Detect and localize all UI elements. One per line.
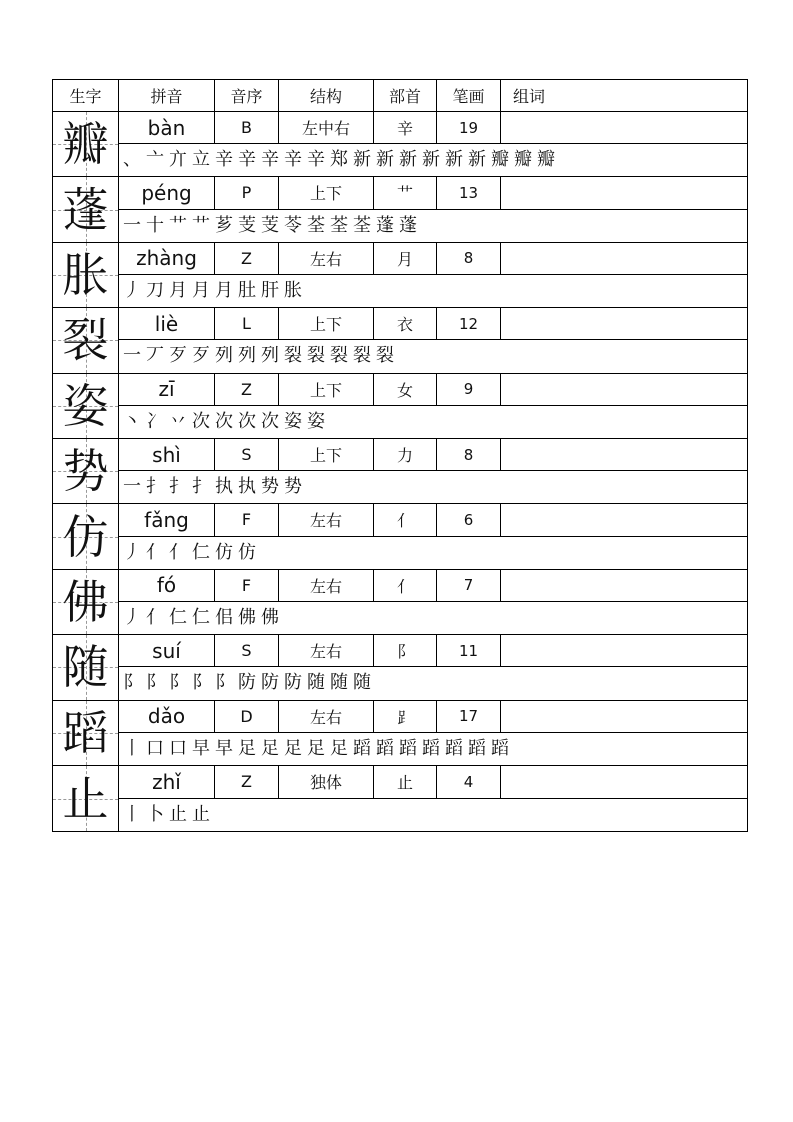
table-row [53, 504, 747, 569]
pinyin-cell: péng [119, 177, 215, 208]
stroke-count-cell: 17 [437, 701, 501, 732]
table-row [53, 439, 747, 504]
radical-cell: 艹 [374, 177, 437, 208]
stroke-order-row [119, 275, 747, 307]
pinyin-cell: zhǐ [119, 766, 215, 798]
stroke-step: 一 [123, 476, 141, 498]
stroke-step: 仁 [192, 607, 210, 629]
stroke-step: 阝 [192, 672, 210, 694]
stroke-step: 亣 [169, 149, 187, 171]
order-cell: B [215, 112, 279, 143]
info-row [119, 112, 747, 144]
stroke-step: 随 [353, 672, 371, 694]
stroke-step: 艹 [192, 214, 210, 236]
stroke-step: 蹈 [445, 737, 463, 759]
character: 蹈 [62, 705, 109, 760]
pinyin-cell: suí [119, 635, 215, 666]
char-grid-box [53, 570, 119, 634]
char-grid-box [53, 504, 119, 568]
structure-cell: 上下 [279, 374, 374, 405]
radical-cell: 阝 [374, 635, 437, 666]
words-cell[interactable] [501, 374, 747, 405]
stroke-step: 辛 [261, 149, 279, 171]
stroke-step: 荃 [330, 214, 348, 236]
order-cell: S [215, 439, 279, 470]
stroke-step: 十 [146, 214, 164, 236]
stroke-order-row [119, 406, 747, 438]
stroke-step: 瓣 [514, 149, 532, 171]
stroke-step: 佛 [261, 607, 279, 629]
words-cell[interactable] [501, 439, 747, 470]
stroke-step: 足 [238, 737, 256, 759]
header-pinyin: 拼音 [119, 80, 215, 111]
stroke-step: 防 [238, 672, 256, 694]
stroke-step: 亻 [146, 607, 164, 629]
stroke-step: 郑 [330, 149, 348, 171]
stroke-step: 丿 [123, 607, 141, 629]
char-grid-box [53, 439, 119, 503]
character: 瓣 [62, 117, 109, 172]
words-cell[interactable] [501, 308, 747, 339]
header-structure: 结构 [279, 80, 374, 111]
stroke-step: 月 [192, 280, 210, 302]
char-grid-box [53, 243, 119, 307]
structure-cell: 上下 [279, 308, 374, 339]
order-cell: Z [215, 243, 279, 274]
info-row [119, 701, 747, 733]
order-cell: P [215, 177, 279, 208]
table-row [53, 308, 747, 373]
stroke-step: 胀 [284, 280, 302, 302]
stroke-step: 辛 [238, 149, 256, 171]
stroke-step: 刀 [146, 280, 164, 302]
stroke-step: 列 [215, 345, 233, 367]
radical-cell: 女 [374, 374, 437, 405]
stroke-step: 一 [123, 214, 141, 236]
stroke-step: 次 [261, 410, 279, 432]
character: 姿 [62, 378, 109, 433]
header-strokes: 笔画 [437, 80, 501, 111]
stroke-step: 芗 [215, 214, 233, 236]
stroke-count-cell: 4 [437, 766, 501, 798]
character-details [119, 243, 747, 307]
stroke-step: 阝 [215, 672, 233, 694]
stroke-step: 一 [123, 345, 141, 367]
stroke-count-cell: 19 [437, 112, 501, 143]
stroke-order-row [119, 340, 747, 372]
structure-cell: 上下 [279, 177, 374, 208]
words-cell[interactable] [501, 701, 747, 732]
info-row [119, 177, 747, 209]
pinyin-cell: bàn [119, 112, 215, 143]
stroke-count-cell: 6 [437, 504, 501, 535]
char-grid-box [53, 308, 119, 372]
stroke-step: 丶 [123, 410, 141, 432]
header-char: 生字 [53, 80, 119, 111]
stroke-order-row [119, 537, 747, 569]
stroke-step: 佀 [215, 607, 233, 629]
structure-cell: 左右 [279, 570, 374, 601]
stroke-step: 蓬 [376, 214, 394, 236]
stroke-step: 止 [169, 803, 187, 825]
character: 蓬 [62, 182, 109, 237]
char-grid-box [53, 112, 119, 176]
stroke-step: 蹈 [399, 737, 417, 759]
stroke-step: 丨 [123, 737, 141, 759]
stroke-step: 亻 [169, 541, 187, 563]
stroke-step: 列 [261, 345, 279, 367]
character-table [52, 79, 748, 832]
character: 随 [62, 640, 109, 695]
pinyin-cell: zī [119, 374, 215, 405]
stroke-step: 丿 [123, 280, 141, 302]
stroke-step: 裂 [330, 345, 348, 367]
stroke-step: 歹 [192, 345, 210, 367]
stroke-step: 苓 [284, 214, 302, 236]
table-row [53, 243, 747, 308]
stroke-step: 扌 [169, 476, 187, 498]
stroke-step: 新 [353, 149, 371, 171]
character: 仿 [62, 509, 109, 564]
stroke-step: 新 [422, 149, 440, 171]
table-row [53, 635, 747, 700]
stroke-step: 足 [284, 737, 302, 759]
character-details [119, 112, 747, 176]
stroke-count-cell: 8 [437, 243, 501, 274]
character-details [119, 308, 747, 372]
stroke-step: 月 [169, 280, 187, 302]
structure-cell: 左右 [279, 504, 374, 535]
stroke-step: 蹈 [468, 737, 486, 759]
stroke-step: 丨 [123, 803, 141, 825]
stroke-order-row [119, 210, 747, 242]
stroke-step: 肝 [261, 280, 279, 302]
stroke-step: 佛 [238, 607, 256, 629]
stroke-step: 亠 [146, 149, 164, 171]
stroke-step: 蹈 [353, 737, 371, 759]
stroke-step: 扌 [146, 476, 164, 498]
stroke-step: 冫 [146, 410, 164, 432]
stroke-count-cell: 11 [437, 635, 501, 666]
stroke-step: 姿 [307, 410, 325, 432]
stroke-step: 口 [146, 737, 164, 759]
stroke-step: 仁 [169, 607, 187, 629]
stroke-order-row [119, 799, 747, 832]
stroke-step: 裂 [376, 345, 394, 367]
words-cell[interactable] [501, 243, 747, 274]
stroke-step: 次 [192, 410, 210, 432]
stroke-step: 歹 [169, 345, 187, 367]
char-grid-box [53, 766, 119, 831]
stroke-step: 势 [284, 476, 302, 498]
pinyin-cell: dǎo [119, 701, 215, 732]
order-cell: Z [215, 766, 279, 798]
character-details [119, 504, 747, 568]
info-row [119, 374, 747, 406]
character: 裂 [62, 313, 109, 368]
info-row [119, 308, 747, 340]
order-cell: F [215, 570, 279, 601]
stroke-step: 裂 [353, 345, 371, 367]
table-header [53, 80, 747, 112]
stroke-step: 、 [123, 149, 141, 171]
words-cell[interactable] [501, 112, 747, 143]
table-body [53, 112, 747, 831]
character-details [119, 635, 747, 699]
stroke-step: 次 [215, 410, 233, 432]
stroke-step: 蹈 [422, 737, 440, 759]
structure-cell: 左右 [279, 243, 374, 274]
stroke-step: 辛 [284, 149, 302, 171]
stroke-step: 足 [307, 737, 325, 759]
pinyin-cell: zhàng [119, 243, 215, 274]
header-radical: 部首 [374, 80, 437, 111]
stroke-step: 防 [284, 672, 302, 694]
character-details [119, 374, 747, 438]
character: 势 [62, 444, 109, 499]
order-cell: F [215, 504, 279, 535]
radical-cell: 亻 [374, 504, 437, 535]
stroke-step: 裂 [307, 345, 325, 367]
header-words: 组词 [513, 87, 546, 106]
stroke-count-cell: 13 [437, 177, 501, 208]
stroke-step: 次 [238, 410, 256, 432]
stroke-step: 仿 [215, 541, 233, 563]
stroke-step: 仿 [238, 541, 256, 563]
table-row [53, 177, 747, 242]
stroke-step: 仁 [192, 541, 210, 563]
stroke-step: 芰 [261, 214, 279, 236]
stroke-order-row [119, 602, 747, 634]
table-row [53, 570, 747, 635]
words-cell[interactable] [501, 504, 747, 535]
table-row [53, 701, 747, 766]
stroke-step: 辛 [215, 149, 233, 171]
stroke-count-cell: 8 [437, 439, 501, 470]
character-details [119, 701, 747, 765]
stroke-step: 辛 [307, 149, 325, 171]
words-cell[interactable] [501, 635, 747, 666]
character-details [119, 570, 747, 634]
header-order: 音序 [215, 80, 279, 111]
pinyin-cell: fó [119, 570, 215, 601]
stroke-step: 执 [238, 476, 256, 498]
stroke-step: 卜 [146, 803, 164, 825]
stroke-step: 止 [192, 803, 210, 825]
stroke-step: 随 [330, 672, 348, 694]
order-cell: S [215, 635, 279, 666]
info-row [119, 243, 747, 275]
char-grid-box [53, 374, 119, 438]
stroke-count-cell: 9 [437, 374, 501, 405]
stroke-step: 足 [330, 737, 348, 759]
stroke-step: 蹈 [491, 737, 509, 759]
info-row [119, 635, 747, 667]
stroke-count-cell: 12 [437, 308, 501, 339]
stroke-step: 列 [238, 345, 256, 367]
table-row [53, 766, 747, 831]
stroke-step: 立 [192, 149, 210, 171]
order-cell: Z [215, 374, 279, 405]
radical-cell: 衣 [374, 308, 437, 339]
stroke-step: 丷 [169, 410, 187, 432]
structure-cell: 独体 [279, 766, 374, 798]
words-cell[interactable] [501, 766, 747, 798]
structure-cell: 左右 [279, 635, 374, 666]
stroke-step: 新 [376, 149, 394, 171]
structure-cell: 左右 [279, 701, 374, 732]
words-cell[interactable] [501, 177, 747, 208]
character: 止 [62, 771, 109, 826]
char-grid-box [53, 701, 119, 765]
radical-cell: 辛 [374, 112, 437, 143]
stroke-step: 新 [399, 149, 417, 171]
order-cell: L [215, 308, 279, 339]
radical-cell: 月 [374, 243, 437, 274]
stroke-step: 蹈 [376, 737, 394, 759]
pinyin-cell: shì [119, 439, 215, 470]
character: 佛 [62, 574, 109, 629]
stroke-step: 足 [261, 737, 279, 759]
stroke-order-row [119, 667, 747, 699]
stroke-step: 蓬 [399, 214, 417, 236]
char-grid-box [53, 177, 119, 241]
character: 胀 [62, 247, 109, 302]
pinyin-cell: fǎng [119, 504, 215, 535]
pinyin-cell: liè [119, 308, 215, 339]
structure-cell: 上下 [279, 439, 374, 470]
stroke-step: 芰 [238, 214, 256, 236]
stroke-step: 阝 [146, 672, 164, 694]
stroke-order-row [119, 471, 747, 503]
stroke-step: 早 [192, 737, 210, 759]
table-row [53, 112, 747, 177]
character-details [119, 766, 747, 831]
stroke-step: 亻 [146, 541, 164, 563]
stroke-step: 姿 [284, 410, 302, 432]
stroke-step: 瓣 [537, 149, 555, 171]
stroke-step: 丿 [123, 541, 141, 563]
info-row [119, 570, 747, 602]
stroke-step: 丆 [146, 345, 164, 367]
char-grid-box [53, 635, 119, 699]
stroke-step: 新 [445, 149, 463, 171]
radical-cell: ⻊ [374, 701, 437, 732]
stroke-step: 月 [215, 280, 233, 302]
stroke-step: 执 [215, 476, 233, 498]
stroke-step: 新 [468, 149, 486, 171]
stroke-step: 阝 [169, 672, 187, 694]
stroke-order-row [119, 144, 747, 176]
stroke-step: 荃 [353, 214, 371, 236]
stroke-step: 肚 [238, 280, 256, 302]
radical-cell: 止 [374, 766, 437, 798]
structure-cell: 左中右 [279, 112, 374, 143]
info-row [119, 439, 747, 471]
info-row [119, 504, 747, 536]
radical-cell: 亻 [374, 570, 437, 601]
stroke-step: 防 [261, 672, 279, 694]
character-details [119, 439, 747, 503]
character-details [119, 177, 747, 241]
stroke-step: 势 [261, 476, 279, 498]
stroke-count-cell: 7 [437, 570, 501, 601]
stroke-step: 口 [169, 737, 187, 759]
order-cell: D [215, 701, 279, 732]
stroke-step: 扌 [192, 476, 210, 498]
stroke-step: 裂 [284, 345, 302, 367]
stroke-step: 早 [215, 737, 233, 759]
radical-cell: 力 [374, 439, 437, 470]
stroke-step: 荃 [307, 214, 325, 236]
stroke-step: 随 [307, 672, 325, 694]
stroke-step: 瓣 [491, 149, 509, 171]
table-row [53, 374, 747, 439]
info-row [119, 766, 747, 799]
stroke-step: 阝 [123, 672, 141, 694]
words-cell[interactable] [501, 570, 747, 601]
stroke-step: 艹 [169, 214, 187, 236]
stroke-order-row [119, 733, 747, 765]
